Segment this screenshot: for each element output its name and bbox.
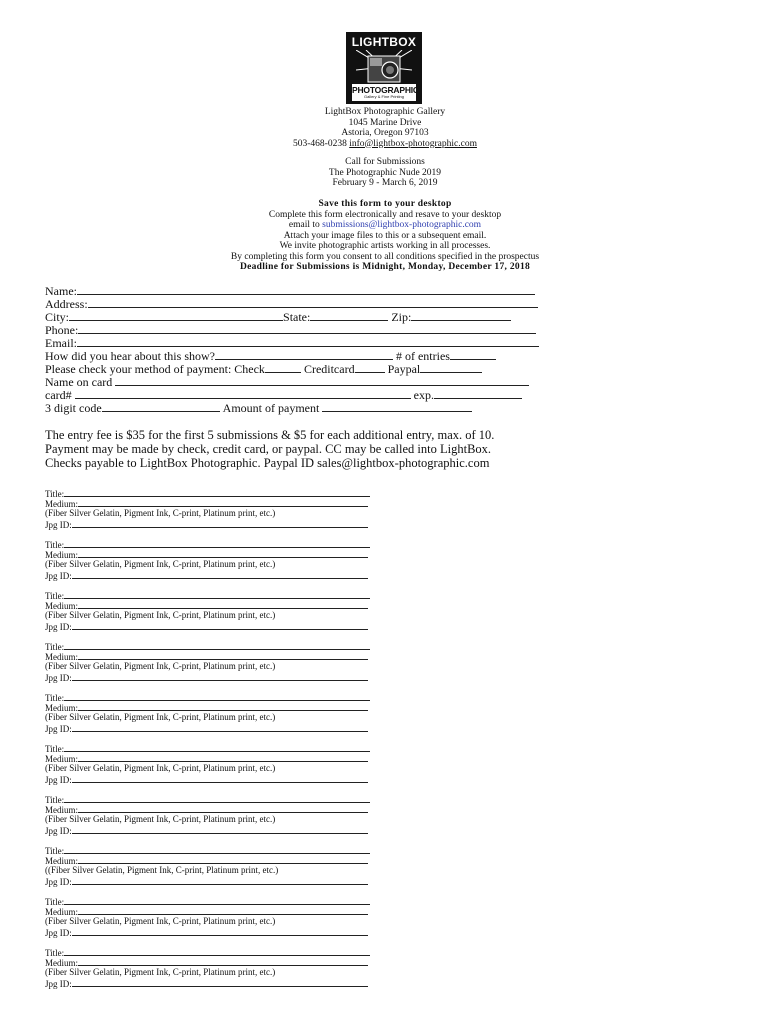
save-note: Save this form to your desktop (318, 199, 452, 209)
entry-medium-note: (Fiber Silver Gelatin, Pigment Ink, C-print, Platinum print, etc.) (45, 967, 276, 978)
entry-medium-row (45, 600, 385, 610)
logo-bottom-text: PHOTOGRAPHIC (352, 85, 419, 95)
gallery-city: Astoria, Oregon 97103 (341, 128, 429, 138)
entry-jpg-field[interactable] (72, 672, 368, 681)
invite-note: We invite photographic artists working in all processes. (279, 241, 491, 251)
entry-block (45, 794, 385, 835)
entry-medium-field[interactable] (78, 498, 368, 507)
address-label: Address: (45, 297, 88, 311)
entry-medium-label: Medium: (45, 856, 78, 867)
entry-title-label: Title: (45, 591, 65, 601)
entry-medium-field[interactable] (78, 855, 368, 864)
name-label: Name: (45, 284, 77, 298)
entry-medium-field[interactable] (78, 702, 368, 711)
city-row (45, 310, 511, 323)
address-row (45, 297, 538, 310)
entry-medium-label: Medium: (45, 754, 78, 765)
entry-medium-label: Medium: (45, 703, 78, 714)
complete-note: Complete this form electronically and resave to your desktop (268, 209, 502, 220)
amount-field[interactable] (322, 401, 472, 412)
entries-field[interactable] (450, 349, 496, 360)
entry-medium-note: ((Fiber Silver Gelatin, Pigment Ink, C-print, Platinum print, etc.) (45, 865, 279, 876)
entry-medium-note: (Fiber Silver Gelatin, Pigment Ink, C-print, Platinum print, etc.) (45, 763, 276, 774)
entry-title-label: Title: (45, 948, 65, 958)
logo-tagline: Gallery & Fine Printing (363, 94, 404, 99)
entry-jpg-row (45, 621, 385, 631)
state-field[interactable] (310, 310, 388, 321)
entry-medium-label: Medium: (45, 550, 78, 561)
entry-medium-note: (Fiber Silver Gelatin, Pigment Ink, C-print, Platinum print, etc.) (45, 712, 276, 723)
paypal-field[interactable] (420, 362, 482, 373)
entry-title-field[interactable] (64, 896, 370, 905)
entry-medium-label: Medium: (45, 601, 78, 612)
check-field[interactable] (265, 362, 301, 373)
camera-icon (356, 50, 412, 84)
entry-medium-label: Medium: (45, 652, 78, 663)
creditcard-label: Creditcard (303, 362, 355, 376)
entry-medium-note: (Fiber Silver Gelatin, Pigment Ink, C-print, Platinum print, etc.) (45, 610, 276, 621)
entry-medium-field[interactable] (78, 549, 368, 558)
entry-jpg-row (45, 519, 385, 529)
entry-title-row (45, 794, 385, 804)
payment-label: Please check your method of payment: Check (45, 362, 265, 376)
entry-medium-row (45, 753, 385, 763)
entry-jpg-field[interactable] (72, 519, 368, 528)
entry-title-field[interactable] (64, 947, 370, 956)
entry-title-label: Title: (45, 540, 65, 550)
entry-title-label: Title: (45, 795, 65, 805)
entry-jpg-field[interactable] (72, 825, 368, 834)
entry-medium-label: Medium: (45, 499, 78, 510)
entry-title-label: Title: (45, 489, 65, 499)
attach-note: Attach your image files to this or a subsequent email. (283, 230, 487, 241)
entry-medium-row (45, 957, 385, 967)
entry-medium-row (45, 855, 385, 865)
card-number-field[interactable] (75, 388, 411, 399)
entry-jpg-row (45, 723, 385, 733)
email-label: Email: (45, 336, 77, 350)
entry-title-field[interactable] (64, 794, 370, 803)
fee-line-1: The entry fee is $35 for the first 5 submissions & $5 for each additional entry, max. of 10. (45, 428, 495, 442)
entry-title-row (45, 539, 385, 549)
entry-jpg-label: Jpg ID: (45, 519, 72, 530)
fee-line-2: Payment may be made by check, credit card, or paypal. CC may be called into LightBox. (45, 442, 492, 456)
entry-medium-row (45, 804, 385, 814)
entry-medium-field[interactable] (78, 651, 368, 660)
entry-block (45, 488, 385, 529)
fee-info (45, 428, 565, 470)
call-for-submissions (180, 157, 590, 189)
entry-block (45, 641, 385, 682)
entry-title-field[interactable] (64, 692, 370, 701)
entry-jpg-row (45, 570, 385, 580)
entry-medium-row (45, 906, 385, 916)
entry-title-row (45, 692, 385, 702)
phone-field[interactable] (78, 323, 536, 334)
payment-row (45, 362, 482, 375)
code-row (45, 401, 472, 414)
entry-jpg-label: Jpg ID: (45, 723, 72, 734)
email-note (180, 220, 590, 231)
city-label: City: (45, 310, 70, 324)
zip-label: Zip: (391, 310, 412, 324)
fee-line-3: Checks payable to LightBox Photographic. Paypal ID sales@lightbox-photographic.com (45, 456, 490, 470)
entry-jpg-field[interactable] (72, 978, 368, 987)
entry-title-field[interactable] (64, 488, 370, 497)
entry-jpg-label: Jpg ID: (45, 876, 72, 887)
entry-medium-row (45, 651, 385, 661)
entry-title-label: Title: (45, 744, 65, 754)
entry-jpg-row (45, 876, 385, 886)
amount-label: Amount of payment (222, 401, 320, 415)
entry-medium-note: (Fiber Silver Gelatin, Pigment Ink, C-print, Platinum print, etc.) (45, 508, 276, 519)
entry-jpg-label: Jpg ID: (45, 672, 72, 683)
name-field[interactable] (77, 284, 535, 295)
lightbox-logo (346, 32, 422, 104)
entry-title-row (45, 590, 385, 600)
entry-title-row (45, 896, 385, 906)
submissions-email-link[interactable]: submissions@lightbox-photographic.com (322, 220, 482, 230)
name-on-card-label: Name on card (45, 375, 113, 389)
entry-block (45, 845, 385, 886)
entry-title-label: Title: (45, 693, 65, 703)
entry-jpg-label: Jpg ID: (45, 621, 72, 632)
deadline-note: Deadline for Submissions is Midnight, Monday, December 17, 2018 (239, 262, 531, 272)
entry-title-row (45, 743, 385, 753)
entry-medium-field[interactable] (78, 600, 368, 609)
entry-medium-field[interactable] (78, 804, 368, 813)
entry-jpg-label: Jpg ID: (45, 570, 72, 581)
entry-jpg-field[interactable] (72, 876, 368, 885)
entry-block (45, 896, 385, 937)
entry-block (45, 947, 385, 988)
card-label: card# (45, 388, 72, 402)
entry-jpg-field[interactable] (72, 570, 368, 579)
entry-medium-field[interactable] (78, 753, 368, 762)
entry-jpg-row (45, 927, 385, 937)
entry-medium-note: (Fiber Silver Gelatin, Pigment Ink, C-print, Platinum print, etc.) (45, 661, 276, 672)
exp-label: exp. (413, 388, 434, 402)
entry-jpg-row (45, 672, 385, 682)
consent-note: By completing this form you consent to all conditions specified in the prospectus (230, 251, 540, 262)
entry-jpg-row (45, 774, 385, 784)
entry-title-row (45, 641, 385, 651)
entries-label: # of entries (395, 349, 450, 363)
hear-row (45, 349, 496, 362)
entry-title-label: Title: (45, 642, 65, 652)
entry-jpg-field[interactable] (72, 621, 368, 630)
entry-jpg-row (45, 825, 385, 835)
entry-jpg-field[interactable] (72, 927, 368, 936)
name-on-card-row (45, 375, 529, 388)
name-row (45, 284, 535, 297)
entry-medium-label: Medium: (45, 805, 78, 816)
entry-medium-field[interactable] (78, 906, 368, 915)
email-row (45, 336, 539, 349)
phone-label: Phone: (45, 323, 79, 337)
name-on-card-field[interactable] (115, 375, 529, 386)
email-note-prefix: email to (288, 220, 323, 230)
entry-title-row (45, 845, 385, 855)
entry-medium-row (45, 498, 385, 508)
entry-medium-row (45, 702, 385, 712)
entry-medium-note: (Fiber Silver Gelatin, Pigment Ink, C-print, Platinum print, etc.) (45, 559, 276, 570)
gallery-email-link[interactable]: info@lightbox-photographic.com (349, 138, 477, 149)
exp-field[interactable] (434, 388, 522, 399)
entry-jpg-label: Jpg ID: (45, 774, 72, 785)
address-field[interactable] (88, 297, 538, 308)
entry-title-field[interactable] (64, 743, 370, 752)
code-field[interactable] (102, 401, 220, 412)
entry-jpg-field[interactable] (72, 774, 368, 783)
card-row (45, 388, 522, 401)
entry-title-field[interactable] (64, 641, 370, 650)
exhibition-dates: February 9 - March 6, 2019 (332, 178, 438, 188)
entry-block (45, 539, 385, 580)
instructions (180, 199, 590, 273)
entry-jpg-field[interactable] (72, 723, 368, 732)
city-field[interactable] (69, 310, 283, 321)
code-label: 3 digit code (45, 401, 102, 415)
entry-medium-label: Medium: (45, 907, 78, 918)
hear-label: How did you hear about this show? (45, 349, 215, 363)
creditcard-field[interactable] (355, 362, 385, 373)
paypal-label: Paypal (387, 362, 421, 376)
logo-top-text: LIGHTBOX (351, 35, 417, 49)
phone-row (45, 323, 536, 336)
exhibition-title: The Photographic Nude 2019 (328, 167, 442, 178)
entry-jpg-row (45, 978, 385, 988)
entry-medium-note: (Fiber Silver Gelatin, Pigment Ink, C-print, Platinum print, etc.) (45, 814, 276, 825)
entry-title-field[interactable] (64, 590, 370, 599)
entry-medium-label: Medium: (45, 958, 78, 969)
call-heading: Call for Submissions (345, 157, 425, 167)
gallery-phone: 503-468-0238 (293, 138, 347, 149)
gallery-contact (180, 107, 590, 149)
entry-medium-note: (Fiber Silver Gelatin, Pigment Ink, C-print, Platinum print, etc.) (45, 916, 276, 927)
state-label: State: (283, 310, 311, 324)
entry-medium-row (45, 549, 385, 559)
entry-title-field[interactable] (64, 845, 370, 854)
zip-field[interactable] (411, 310, 511, 321)
gallery-phone-email (180, 139, 590, 150)
hear-field[interactable] (215, 349, 393, 360)
entry-medium-field[interactable] (78, 957, 368, 966)
entry-title-label: Title: (45, 846, 65, 856)
entry-jpg-label: Jpg ID: (45, 978, 72, 989)
email-field[interactable] (77, 336, 539, 347)
entry-title-row (45, 488, 385, 498)
entry-jpg-label: Jpg ID: (45, 825, 72, 836)
entry-title-row (45, 947, 385, 957)
logo-band (352, 84, 419, 101)
entry-block (45, 590, 385, 631)
entry-jpg-label: Jpg ID: (45, 927, 72, 938)
entry-block (45, 692, 385, 733)
gallery-address: 1045 Marine Drive (348, 117, 422, 128)
gallery-name: LightBox Photographic Gallery (324, 107, 446, 117)
entry-title-field[interactable] (64, 539, 370, 548)
entry-title-label: Title: (45, 897, 65, 907)
entry-block (45, 743, 385, 784)
